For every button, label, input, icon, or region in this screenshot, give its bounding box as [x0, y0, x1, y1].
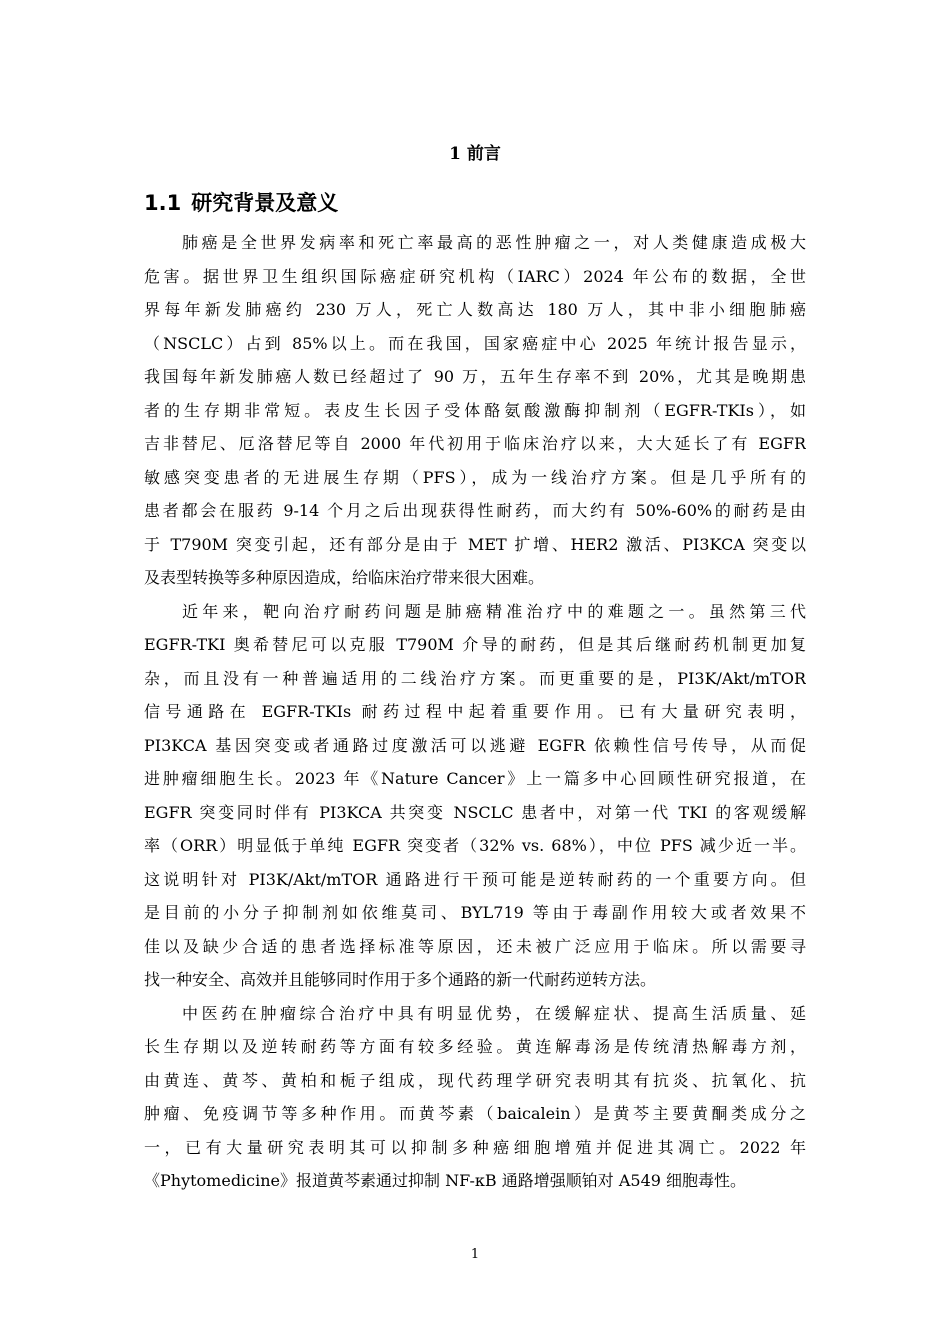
paragraph-line: 肺癌是全世界发病率和死亡率最高的恶性肿瘤之一，对人类健康造成极大	[182, 233, 806, 252]
paragraph-line: 《Phytomedicine》报道黄芩素通过抑制 NF-κB 通路增强顺铂对 A549 细胞毒性。	[144, 1171, 747, 1190]
paragraph	[144, 997, 806, 1198]
paragraph-line: 危害。据世界卫生组织国际癌症研究机构（IARC）2024 年公布的数据，全世	[144, 266, 806, 286]
paragraph-line: 于 T790M 突变引起，还有部分是由于 MET 扩增、HER2 激活、PI3KCA 突变以	[144, 534, 806, 554]
paragraph-line: EGFR 突变同时伴有 PI3KCA 共突变 NSCLC 患者中，对第一代 TKI 的客观缓解	[144, 802, 806, 822]
paragraph-line: 这说明针对 PI3K/Akt/mTOR 通路进行干预可能是逆转耐药的一个重要方向。但	[144, 869, 806, 889]
paragraph-line: 近年来，靶向治疗耐药问题是肺癌精准治疗中的难题之一。虽然第三代	[182, 601, 806, 621]
paragraph-line: 一，已有大量研究表明其可以抑制多种癌细胞增殖并促进其凋亡。2022 年	[144, 1137, 806, 1157]
chapter-title: 1 前言	[449, 144, 501, 164]
section-number: 1.1	[144, 191, 182, 215]
paragraph-line: 吉非替尼、厄洛替尼等自 2000 年代初用于临床治疗以来，大大延长了有 EGFR	[144, 434, 806, 453]
paragraph-line: 佳以及缺少合适的患者选择标准等原因，还未被广泛应用于临床。所以需要寻	[144, 936, 806, 956]
paragraph-line: 信号通路在 EGFR-TKIs 耐药过程中起着重要作用。已有大量研究表明，	[144, 702, 806, 721]
paragraph-line: 患者都会在服药 9-14 个月之后出现获得性耐药，而大约有 50%-60%的耐药是由	[144, 501, 806, 520]
paragraph-line: 找一种安全、高效并且能够同时作用于多个通路的新一代耐药逆转方法。	[144, 970, 657, 989]
paragraph-line: 是目前的小分子抑制剂如依维莫司、BYL719 等由于毒副作用较大或者效果不	[144, 903, 806, 922]
paragraph-line: 进肿瘤细胞生长。2023 年《Nature Cancer》上一篇多中心回顾性研究报道，在	[144, 769, 806, 788]
body-text	[144, 226, 806, 1198]
section-heading	[144, 188, 338, 218]
paragraph-line: 及表型转换等多种原因造成，给临床治疗带来很大困难。	[144, 568, 545, 587]
paragraph-line: 杂，而且没有一种普遍适用的二线治疗方案。而更重要的是，PI3K/Akt/mTOR	[144, 668, 806, 688]
paragraph-line: PI3KCA 基因突变或者通路过度激活可以逃避 EGFR 依赖性信号传导，从而促	[144, 735, 806, 755]
paragraph-line: EGFR-TKI 奥希替尼可以克服 T790M 介导的耐药，但是其后继耐药机制更加复	[144, 635, 806, 654]
paragraph-line: 长生存期以及逆转耐药等方面有较多经验。黄连解毒汤是传统清热解毒方剂，	[144, 1037, 806, 1056]
paragraph	[144, 595, 806, 997]
paragraph-line: 我国每年新发肺癌人数已经超过了 90 万，五年生存率不到 20%，尤其是晚期患	[144, 367, 806, 386]
section-title: 研究背景及意义	[191, 191, 339, 215]
paragraph-line: 由黄连、黄芩、黄柏和栀子组成，现代药理学研究表明其有抗炎、抗氧化、抗	[144, 1070, 806, 1090]
paragraph-line: 肿瘤、免疫调节等多种作用。而黄芩素（baicalein）是黄芩主要黄酮类成分之	[144, 1104, 806, 1123]
paragraph-line: 界每年新发肺癌约 230 万人，死亡人数高达 180 万人，其中非小细胞肺癌	[144, 300, 806, 319]
paragraph-line: 率（ORR）明显低于单纯 EGFR 突变者（32% vs. 68%），中位 PFS 减少近一半。	[144, 836, 806, 855]
paragraph-line: 中医药在肿瘤综合治疗中具有明显优势，在缓解症状、提高生活质量、延	[182, 1003, 806, 1023]
paragraph-line: 敏感突变患者的无进展生存期（PFS），成为一线治疗方案。但是几乎所有的	[144, 467, 806, 487]
paragraph-line: （NSCLC）占到 85%以上。而在我国，国家癌症中心 2025 年统计报告显示，	[144, 333, 806, 353]
paragraph	[144, 226, 806, 595]
paragraph-line: 者的生存期非常短。表皮生长因子受体酪氨酸激酶抑制剂（EGFR-TKIs），如	[144, 400, 806, 420]
page-number: 1	[470, 1247, 480, 1262]
